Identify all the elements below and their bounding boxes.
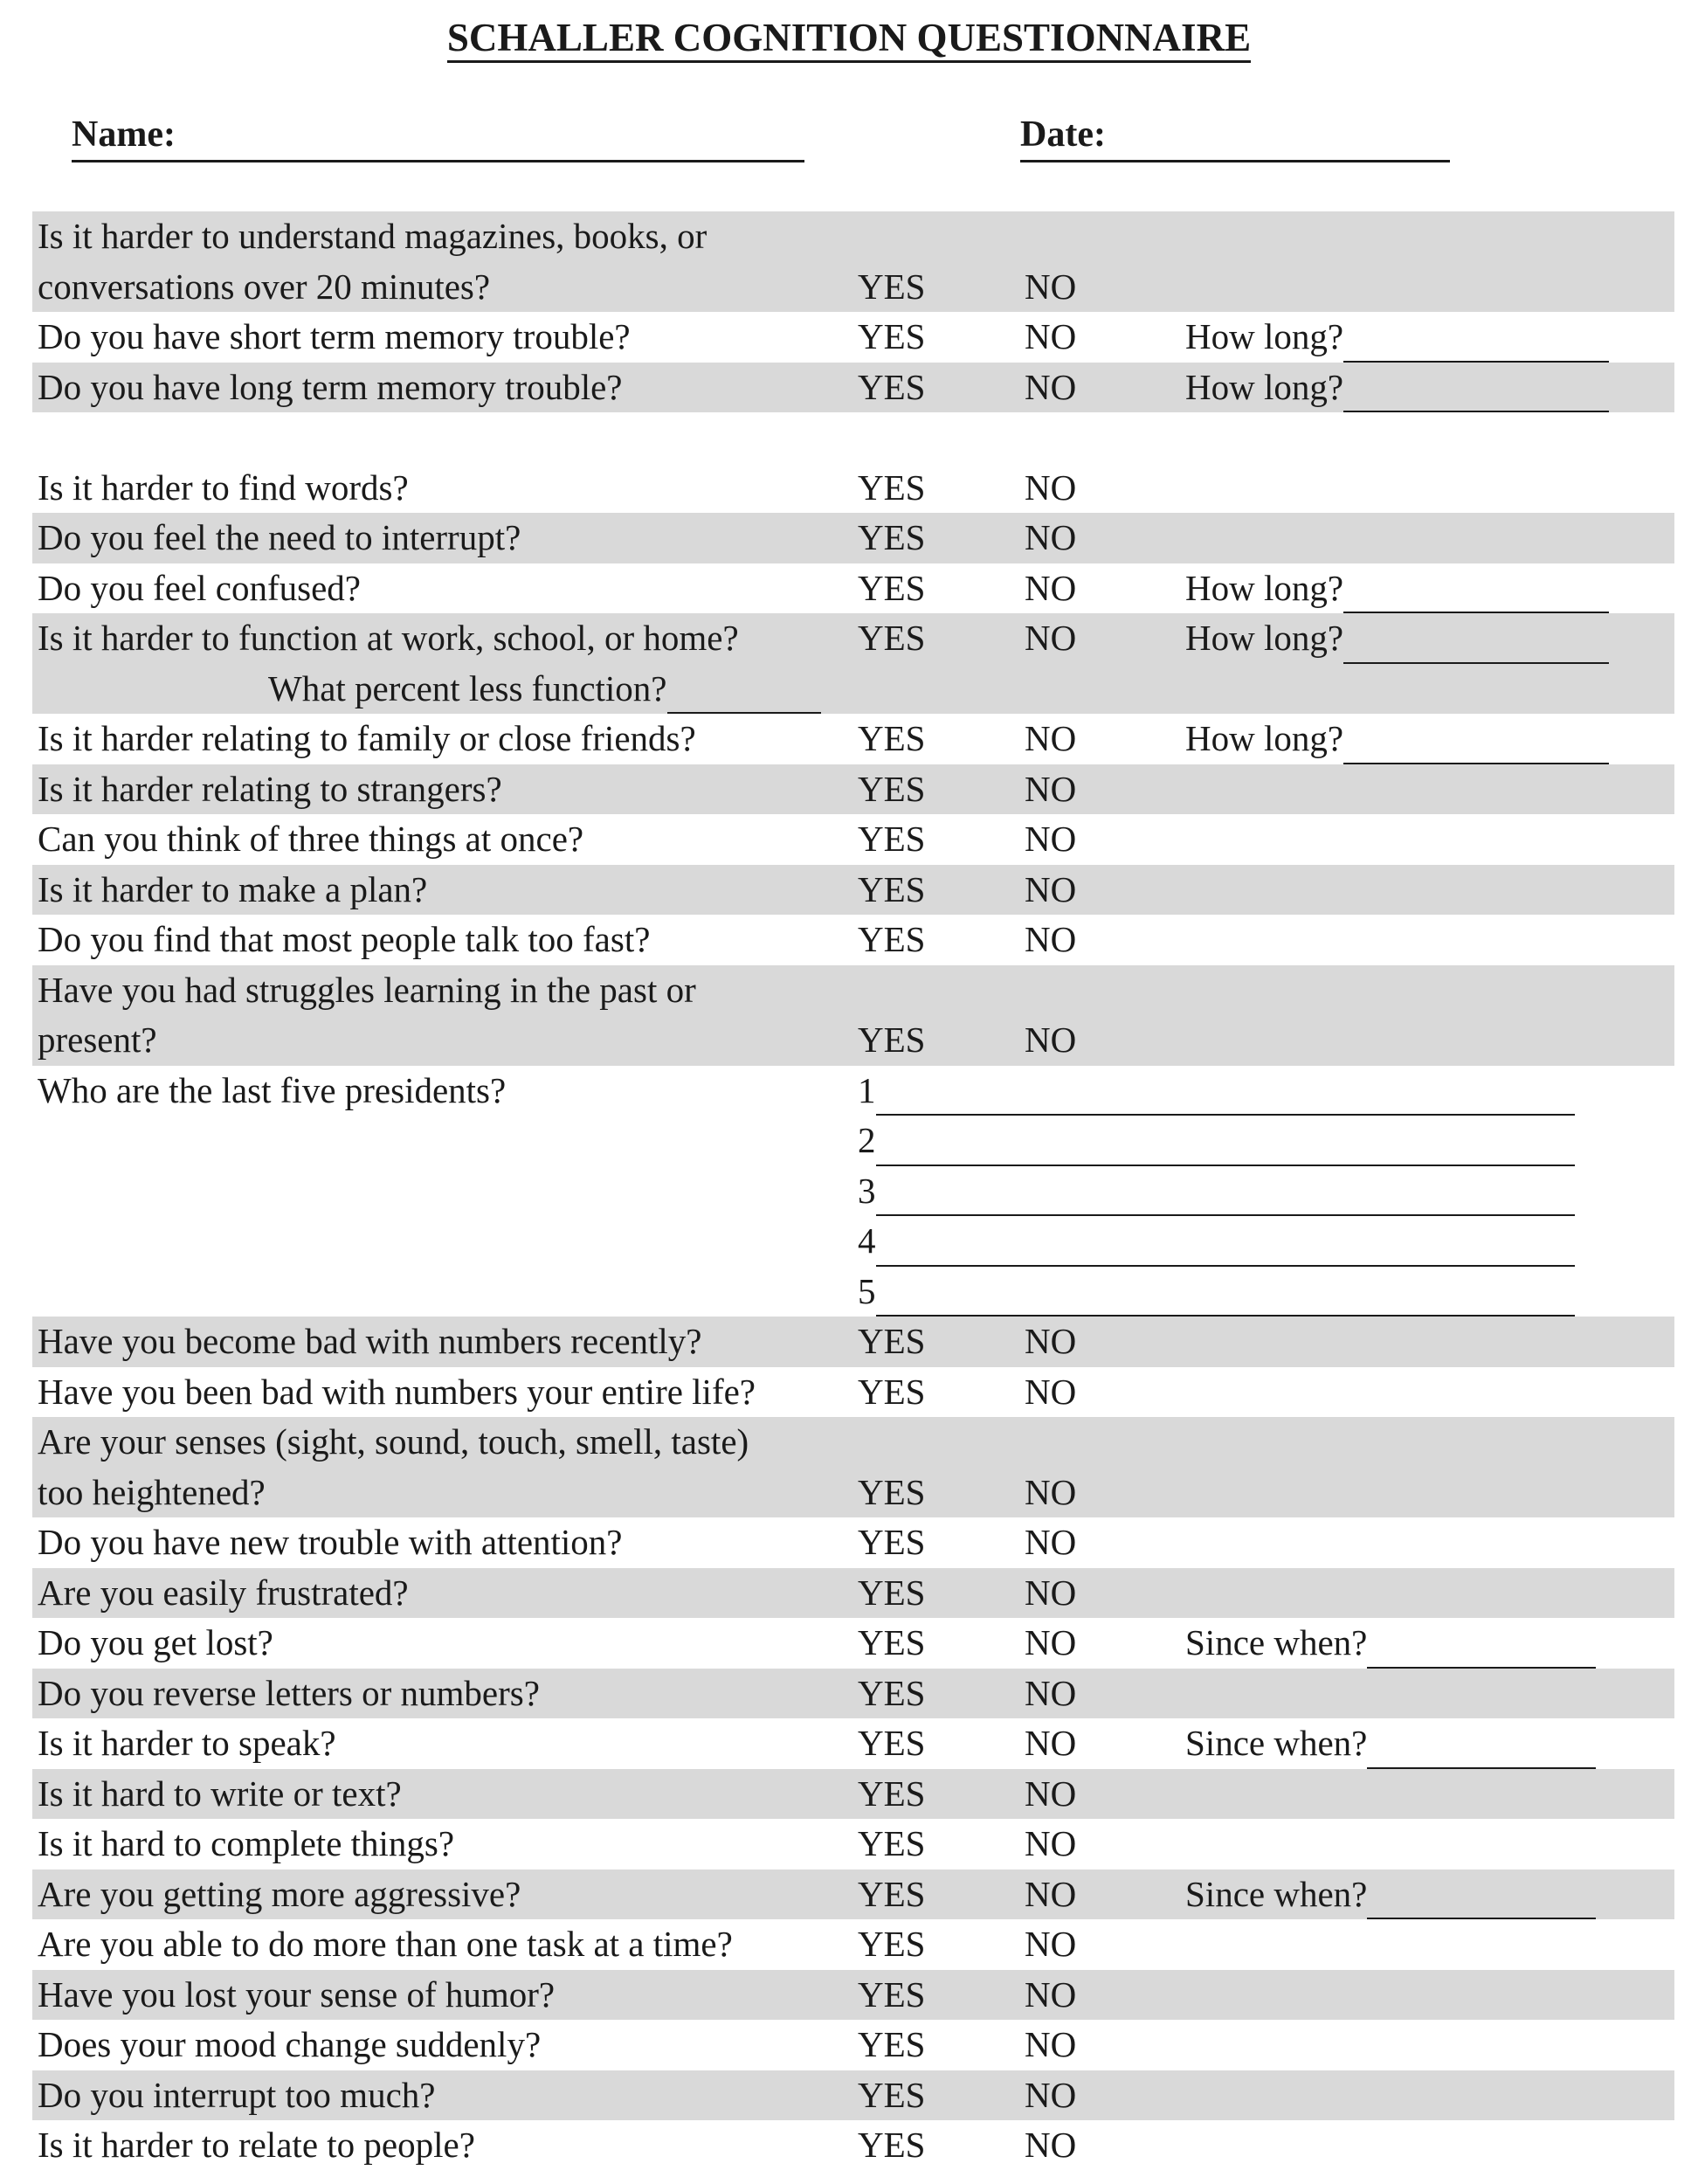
yes-option[interactable]: YES bbox=[858, 266, 926, 307]
no-option[interactable]: NO bbox=[1025, 567, 1077, 608]
yes-option[interactable]: YES bbox=[858, 1321, 926, 1361]
no-option[interactable]: NO bbox=[1025, 517, 1077, 557]
percent-input[interactable] bbox=[667, 674, 821, 714]
yes-option[interactable]: YES bbox=[858, 1823, 926, 1863]
no-option[interactable]: NO bbox=[1025, 768, 1077, 809]
question-text: Does your mood change suddenly? bbox=[38, 2024, 542, 2064]
yes-option[interactable]: YES bbox=[858, 467, 926, 508]
no-option[interactable]: NO bbox=[1025, 819, 1077, 859]
followup-field bbox=[1185, 1718, 1596, 1769]
question-text: Is it harder relating to strangers? bbox=[38, 768, 502, 809]
title-text: SCHALLER COGNITION QUESTIONNAIRE bbox=[447, 16, 1251, 63]
question-row bbox=[32, 915, 1674, 965]
question-text: Do you have short term memory trouble? bbox=[38, 316, 631, 356]
question-text: Have you become bad with numbers recently? bbox=[38, 1321, 702, 1361]
followup-field bbox=[1185, 1870, 1596, 1920]
question-text-continued: present? bbox=[38, 1019, 157, 1060]
question-text: Is it harder to understand magazines, books, or bbox=[38, 216, 708, 256]
question-row bbox=[32, 1417, 1674, 1517]
president-number: 5 bbox=[858, 1270, 876, 1311]
yes-option[interactable]: YES bbox=[858, 1019, 926, 1060]
question-row bbox=[32, 1718, 1674, 1769]
no-option[interactable]: NO bbox=[1025, 1723, 1077, 1763]
question-text: Who are the last five presidents? bbox=[38, 1069, 507, 1110]
no-option[interactable]: NO bbox=[1025, 467, 1077, 508]
question-row bbox=[32, 865, 1674, 916]
question-text-continued: too heightened? bbox=[38, 1471, 266, 1512]
yes-option[interactable]: YES bbox=[858, 1773, 926, 1814]
question-row bbox=[32, 563, 1674, 614]
no-option[interactable]: NO bbox=[1025, 1371, 1077, 1412]
president-input[interactable] bbox=[876, 1075, 1575, 1116]
percent-label: What percent less function? bbox=[268, 667, 667, 708]
followup-label: How long? bbox=[1185, 718, 1344, 758]
followup-field bbox=[1185, 613, 1609, 664]
followup-input[interactable] bbox=[1367, 1628, 1596, 1669]
no-option[interactable]: NO bbox=[1025, 316, 1077, 356]
question-text: Is it harder to speak? bbox=[38, 1723, 336, 1763]
date-label: Date: bbox=[1020, 109, 1106, 162]
yes-option[interactable]: YES bbox=[858, 366, 926, 407]
question-text-continued: conversations over 20 minutes? bbox=[38, 266, 491, 307]
president-number: 1 bbox=[858, 1069, 876, 1110]
yes-option[interactable]: YES bbox=[858, 2024, 926, 2064]
question-text: Do you find that most people talk too fast? bbox=[38, 919, 651, 959]
yes-option[interactable]: YES bbox=[858, 1672, 926, 1713]
no-option[interactable]: NO bbox=[1025, 366, 1077, 407]
name-label: Name: bbox=[72, 109, 176, 162]
question-row bbox=[32, 312, 1674, 363]
question-text: Are you able to do more than one task at a time? bbox=[38, 1924, 733, 1964]
question-row bbox=[32, 1669, 1674, 1719]
question-row bbox=[32, 1066, 1674, 1317]
percent-field bbox=[268, 664, 821, 715]
president-number: 3 bbox=[858, 1170, 876, 1211]
question-text: Are you getting more aggressive? bbox=[38, 1873, 521, 1914]
question-row bbox=[32, 363, 1674, 413]
followup-label: Since when? bbox=[1185, 1622, 1368, 1662]
question-row bbox=[32, 1517, 1674, 1568]
question-text: Is it harder to relate to people? bbox=[38, 2125, 475, 2165]
yes-option[interactable]: YES bbox=[858, 1973, 926, 2015]
yes-option[interactable]: YES bbox=[858, 1924, 926, 1964]
question-text: Can you think of three things at once? bbox=[38, 819, 584, 859]
no-option[interactable]: NO bbox=[1025, 1773, 1077, 1814]
followup-field bbox=[1185, 363, 1609, 413]
question-text: Is it harder to find words? bbox=[38, 467, 409, 508]
question-row bbox=[32, 1819, 1674, 1870]
question-row bbox=[32, 1769, 1674, 1820]
name-field bbox=[72, 112, 804, 162]
followup-field bbox=[1185, 714, 1609, 764]
no-option[interactable]: NO bbox=[1025, 1873, 1077, 1914]
followup-label: Since when? bbox=[1185, 1873, 1368, 1914]
followup-field bbox=[1185, 1618, 1596, 1669]
question-text: Have you been bad with numbers your entire life? bbox=[38, 1371, 756, 1412]
followup-input[interactable] bbox=[1343, 372, 1609, 412]
question-text: Are your senses (sight, sound, touch, smell, taste) bbox=[38, 1421, 749, 1462]
question-text: Do you get lost? bbox=[38, 1622, 273, 1662]
followup-label: Since when? bbox=[1185, 1723, 1368, 1763]
question-row bbox=[32, 2120, 1674, 2171]
question-text: Have you had struggles learning in the past or bbox=[38, 969, 696, 1010]
president-number: 4 bbox=[858, 1220, 876, 1261]
date-field bbox=[1020, 112, 1450, 162]
yes-option[interactable]: YES bbox=[858, 1471, 926, 1512]
followup-label: How long? bbox=[1185, 618, 1344, 658]
question-row bbox=[32, 714, 1674, 764]
yes-option[interactable]: YES bbox=[858, 567, 926, 608]
president-line bbox=[858, 1066, 1575, 1116]
president-input[interactable] bbox=[876, 1276, 1575, 1317]
question-row bbox=[32, 1618, 1674, 1669]
yes-option[interactable]: YES bbox=[858, 919, 926, 959]
yes-option[interactable]: YES bbox=[858, 1572, 926, 1613]
yes-option[interactable]: YES bbox=[858, 1622, 926, 1662]
question-row bbox=[32, 764, 1674, 815]
no-option[interactable]: NO bbox=[1025, 618, 1077, 658]
yes-option[interactable]: YES bbox=[858, 868, 926, 909]
no-option[interactable]: NO bbox=[1025, 1973, 1077, 2015]
president-line bbox=[858, 1216, 1575, 1267]
no-option[interactable]: NO bbox=[1025, 1321, 1077, 1361]
no-option[interactable]: NO bbox=[1025, 266, 1077, 307]
question-row bbox=[32, 513, 1674, 563]
question-row bbox=[32, 1568, 1674, 1619]
followup-input[interactable] bbox=[1343, 322, 1609, 363]
question-row bbox=[32, 1317, 1674, 1367]
no-option[interactable]: NO bbox=[1025, 868, 1077, 909]
no-option[interactable]: NO bbox=[1025, 1924, 1077, 1964]
no-option[interactable]: NO bbox=[1025, 1622, 1077, 1662]
yes-option[interactable]: YES bbox=[858, 1371, 926, 1412]
question-text: Do you feel the need to interrupt? bbox=[38, 517, 521, 557]
yes-option[interactable]: YES bbox=[858, 2074, 926, 2115]
yes-option[interactable]: YES bbox=[858, 768, 926, 809]
followup-label: How long? bbox=[1185, 316, 1344, 356]
question-text: Is it harder relating to family or close friends? bbox=[38, 718, 696, 758]
followup-input[interactable] bbox=[1343, 724, 1609, 764]
question-row bbox=[32, 965, 1674, 1066]
president-input[interactable] bbox=[876, 1126, 1575, 1166]
question-row bbox=[32, 2020, 1674, 2070]
question-text: Do you have new trouble with attention? bbox=[38, 1522, 623, 1562]
followup-input[interactable] bbox=[1343, 573, 1609, 613]
date-input[interactable] bbox=[1106, 121, 1450, 162]
question-text: Is it harder to function at work, school, or home? bbox=[38, 618, 739, 658]
no-option[interactable]: NO bbox=[1025, 1823, 1077, 1863]
president-number: 2 bbox=[858, 1120, 876, 1160]
question-row bbox=[32, 463, 1674, 514]
question-row bbox=[32, 2070, 1674, 2121]
question-text: Do you have long term memory trouble? bbox=[38, 366, 623, 407]
question-text: Are you easily frustrated? bbox=[38, 1572, 409, 1613]
no-option[interactable]: NO bbox=[1025, 718, 1077, 758]
followup-label: How long? bbox=[1185, 567, 1344, 608]
followup-field bbox=[1185, 312, 1609, 363]
followup-input[interactable] bbox=[1367, 1879, 1596, 1919]
yes-option[interactable]: YES bbox=[858, 517, 926, 557]
question-text: Is it hard to complete things? bbox=[38, 1823, 455, 1863]
followup-label: How long? bbox=[1185, 366, 1344, 407]
no-option[interactable]: NO bbox=[1025, 2024, 1077, 2064]
president-input[interactable] bbox=[876, 1176, 1575, 1216]
question-row bbox=[32, 613, 1674, 714]
followup-field bbox=[1185, 563, 1609, 614]
question-text: Do you interrupt too much? bbox=[38, 2074, 436, 2115]
no-option[interactable]: NO bbox=[1025, 919, 1077, 959]
question-row bbox=[32, 814, 1674, 865]
question-row bbox=[32, 1919, 1674, 1970]
yes-option[interactable]: YES bbox=[858, 1522, 926, 1562]
no-option[interactable]: NO bbox=[1025, 1019, 1077, 1060]
followup-input[interactable] bbox=[1343, 624, 1609, 664]
question-text: Is it harder to make a plan? bbox=[38, 868, 428, 909]
no-option[interactable]: NO bbox=[1025, 1572, 1077, 1613]
question-text: Do you feel confused? bbox=[38, 567, 362, 608]
president-line bbox=[858, 1267, 1575, 1317]
president-line bbox=[858, 1166, 1575, 1217]
no-option[interactable]: NO bbox=[1025, 2074, 1077, 2115]
question-text: Is it hard to write or text? bbox=[38, 1773, 402, 1814]
page-title bbox=[0, 10, 1698, 65]
question-text: Have you lost your sense of humor? bbox=[38, 1973, 556, 2015]
yes-option[interactable]: YES bbox=[858, 718, 926, 758]
yes-option[interactable]: YES bbox=[858, 1873, 926, 1914]
no-option[interactable]: NO bbox=[1025, 1672, 1077, 1713]
yes-option[interactable]: YES bbox=[858, 819, 926, 859]
name-input[interactable] bbox=[176, 121, 804, 162]
president-line bbox=[858, 1116, 1575, 1166]
question-row bbox=[32, 1970, 1674, 2021]
question-row bbox=[32, 211, 1674, 312]
question-row bbox=[32, 1367, 1674, 1418]
yes-option[interactable]: YES bbox=[858, 1723, 926, 1763]
yes-option[interactable]: YES bbox=[858, 316, 926, 356]
yes-option[interactable]: YES bbox=[858, 618, 926, 658]
president-input[interactable] bbox=[876, 1227, 1575, 1267]
question-text: Do you reverse letters or numbers? bbox=[38, 1672, 540, 1713]
no-option[interactable]: NO bbox=[1025, 1471, 1077, 1512]
no-option[interactable]: NO bbox=[1025, 1522, 1077, 1562]
question-row bbox=[32, 1870, 1674, 1920]
yes-option[interactable]: YES bbox=[858, 2125, 926, 2165]
no-option[interactable]: NO bbox=[1025, 2125, 1077, 2165]
followup-input[interactable] bbox=[1367, 1729, 1596, 1769]
